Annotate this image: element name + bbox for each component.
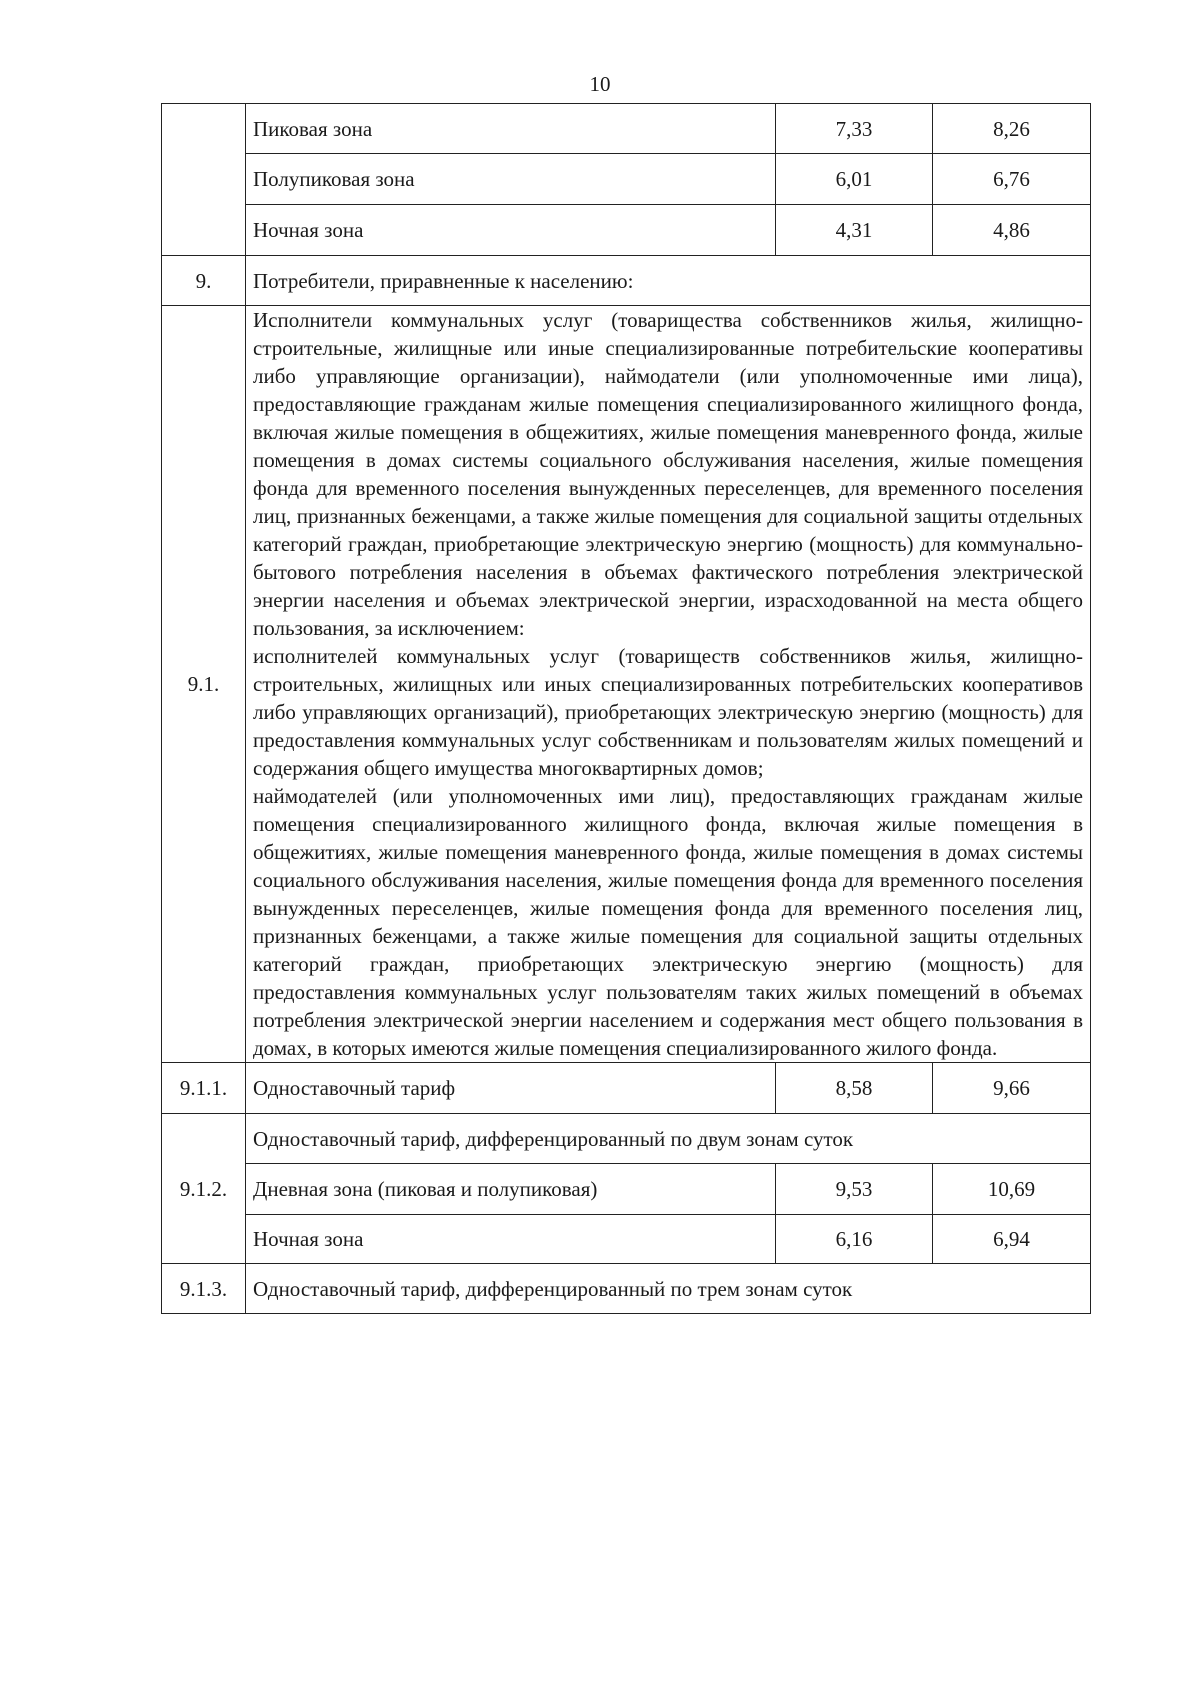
- value-cell-2: 6,76: [933, 154, 1091, 205]
- zone-name-cell: Ночная зона: [246, 1215, 776, 1264]
- zone-name-cell: Полупиковая зона: [246, 154, 776, 205]
- value-cell-1: 6,01: [776, 154, 933, 205]
- row-number-cell: 9.1.1.: [162, 1063, 246, 1114]
- tariff-title-cell: Одноставочный тариф, дифференцированный по трем зонам суток: [246, 1264, 1091, 1314]
- table-row: [162, 1164, 1091, 1215]
- value-cell-2: 4,86: [933, 205, 1091, 256]
- row-number-cell: [162, 104, 246, 256]
- table-row: [162, 104, 1091, 154]
- zone-name-cell: Пиковая зона: [246, 104, 776, 154]
- value-cell-1: 6,16: [776, 1215, 933, 1264]
- table-row: [162, 1264, 1091, 1314]
- table-row: [162, 1063, 1091, 1114]
- row-number-cell: 9.1.: [162, 306, 246, 1063]
- zone-name-cell: Ночная зона: [246, 205, 776, 256]
- section-title-cell: Потребители, приравненные к населению:: [246, 256, 1091, 306]
- section-9-1-row: [162, 306, 1091, 1063]
- row-number-cell: 9.1.2.: [162, 1114, 246, 1264]
- table-row: [162, 1114, 1091, 1164]
- table-row: [162, 205, 1091, 256]
- zone-name-cell: Дневная зона (пиковая и полупиковая): [246, 1164, 776, 1215]
- table-row: [162, 154, 1091, 205]
- section-description-cell: [246, 306, 1091, 1063]
- value-cell-1: 4,31: [776, 205, 933, 256]
- tariff-name-cell: Одноставочный тариф: [246, 1063, 776, 1114]
- value-cell-1: 8,58: [776, 1063, 933, 1114]
- value-cell-2: 10,69: [933, 1164, 1091, 1215]
- table-row: [162, 1215, 1091, 1264]
- section-9-row: [162, 256, 1091, 306]
- value-cell-1: 7,33: [776, 104, 933, 154]
- description-paragraph: исполнителей коммунальных услуг (товариществ собственников жилья, жилищно-строительных, жилищных или иных специализированных потребительских кооперативов либо управляющих организаций), приобретающих электрическую энергию (мощность) для предоставления коммунальных услуг собственникам и пользователям жилых помещений и содержания общего имущества многоквартирных домов;: [253, 644, 1083, 780]
- page-number: 10: [589, 72, 611, 96]
- value-cell-2: 6,94: [933, 1215, 1091, 1264]
- tariff-title-cell: Одноставочный тариф, дифференцированный по двум зонам суток: [246, 1114, 1091, 1164]
- value-cell-2: 8,26: [933, 104, 1091, 154]
- value-cell-2: 9,66: [933, 1063, 1091, 1114]
- row-number-cell: 9.1.3.: [162, 1264, 246, 1314]
- description-paragraph: Исполнители коммунальных услуг (товарищества собственников жилья, жилищно-строительные, жилищные или иные специализированные потребительские кооперативы либо управляющие организации), наймодатели (или уполномоченные ими лица), предоставляющие гражданам жилые помещения специализированного жилищного фонда, включая жилые помещения в общежитиях, жилые помещения маневренного фонда, жилые помещения в домах системы социального обслуживания населения, жилые помещения фонда для временного поселения вынужденных переселенцев, для временного поселения лиц, признанных беженцами, а также жилые помещения для социальной защиты отдельных категорий граждан, приобретающие электрическую энергию (мощность) для коммунально-бытового потребления населения в объемах фактического потребления электрической энергии населения и объемах электрической энергии, израсходованной на места общего пользования, за исключением:: [253, 308, 1083, 640]
- tariff-table: [161, 103, 1091, 1314]
- description-paragraph: наймодателей (или уполномоченных ими лиц), предоставляющих гражданам жилые помещения специализированного жилищного фонда, включая жилые помещения в общежитиях, жилые помещения маневренного фонда, жилые помещения в домах системы социального обслуживания населения, жилые помещения фонда для временного поселения вынужденных переселенцев, жилые помещения фонда для временного поселения лиц, признанных беженцами, а также жилые помещения для социальной защиты отдельных категорий граждан, приобретающих электрическую энергию (мощность) для предоставления коммунальных услуг пользователям таких жилых помещений в объемах потребления электрической энергии населением и содержания мест общего пользования в домах, в которых имеются жилые помещения специализированного жилого фонда.: [253, 784, 1083, 1060]
- row-number-cell: 9.: [162, 256, 246, 306]
- value-cell-1: 9,53: [776, 1164, 933, 1215]
